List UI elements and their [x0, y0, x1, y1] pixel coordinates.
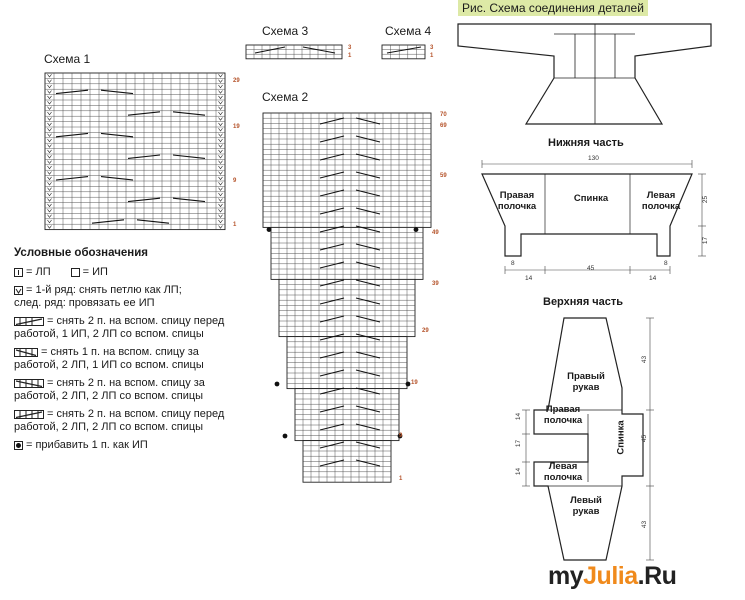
increase-symbol-icon — [14, 441, 23, 450]
lower-left-front-label: Левая полочка — [641, 190, 681, 212]
s2-row-69: 69 — [440, 123, 447, 129]
cable-2-icon — [14, 348, 38, 357]
scheme3-title: Схема 3 — [262, 24, 309, 38]
upper-dim-f: 14 — [515, 467, 523, 476]
legend-purl — [71, 266, 108, 279]
upper-part-title: Верхняя часть — [543, 296, 624, 308]
cable-4-icon — [14, 410, 44, 419]
s2-increase-dot — [267, 227, 272, 232]
figure-caption-text: Рис. Схема соединения деталей — [458, 0, 648, 16]
scheme2-chart — [262, 112, 438, 488]
lower-dim-top: 130 — [588, 155, 599, 162]
legend-cable-1-text: = снять 2 п. на вспом. спицу перед работой, 1 ИП, 2 ЛП со вспом. спицы — [14, 315, 225, 340]
assembled-garment-diagram — [455, 16, 717, 128]
s2-row-9: 9 — [399, 433, 403, 439]
lower-dim-h2: 17 — [702, 236, 710, 245]
upper-dim-e: 17 — [515, 439, 523, 448]
figure-caption — [458, 1, 648, 15]
s1-row-9: 9 — [233, 178, 237, 184]
legend-knit-text: = ЛП — [26, 266, 51, 278]
site-watermark — [548, 562, 676, 591]
s2-increase-dot — [406, 382, 411, 387]
s2-row-1: 1 — [399, 476, 403, 482]
legend-cable-3 — [14, 377, 234, 403]
legend-heading: Условные обозначения — [14, 247, 149, 259]
scheme2-title: Схема 2 — [262, 90, 309, 104]
legend-cable-3-text: = снять 2 п. на вспом. спицу за работой, 2 ЛП, 2 ЛП со вспом. спицы — [14, 377, 205, 402]
s2-row-39: 39 — [432, 281, 439, 287]
s1-row-1: 1 — [233, 222, 237, 228]
lower-dim-left-in: 8 — [511, 260, 515, 267]
lower-dim-mid: 45 — [587, 265, 595, 272]
lower-right-front-label: Правая полочка — [497, 190, 537, 212]
purl-symbol-icon — [71, 268, 80, 277]
lower-dim-right-bot: 14 — [649, 275, 657, 282]
legend-increase-text: = прибавить 1 п. как ИП — [26, 439, 148, 451]
s3-row-3: 3 — [348, 45, 352, 51]
upper-back-label: Спинка — [615, 420, 627, 455]
s3-row-1: 1 — [348, 53, 352, 59]
s2-sec2-frame — [279, 279, 415, 336]
s2-row-59: 59 — [440, 173, 447, 179]
scheme1-title: Схема 1 — [44, 52, 91, 66]
slip-symbol-icon — [14, 286, 23, 295]
legend-cable-4 — [14, 408, 234, 434]
s2-row-29: 29 — [422, 328, 429, 334]
upper-dim-d: 14 — [515, 412, 523, 421]
watermark-my: my — [548, 562, 584, 590]
lower-back-label: Спинка — [573, 193, 609, 204]
watermark-julia: Julia — [583, 562, 638, 590]
scheme4-title: Схема 4 — [385, 24, 432, 38]
scheme1-chart — [44, 72, 230, 232]
legend-cable-1 — [14, 315, 234, 341]
legend-slip-text-a: = 1-й ряд: снять петлю как ЛП; — [26, 284, 182, 296]
s2-increase-dot — [414, 227, 419, 232]
s1-row-29: 29 — [233, 78, 240, 84]
legend-cable-4-text: = снять 2 п. на вспом. спицу перед работой, 2 ЛП, 2 ЛП со вспом. спицы — [14, 408, 225, 433]
lower-part-title: Нижняя часть — [548, 137, 624, 149]
knit-symbol-icon — [14, 268, 23, 277]
s2-row-49: 49 — [432, 230, 439, 236]
legend — [14, 247, 234, 457]
s4-row-3: 3 — [430, 45, 434, 51]
s2-row-19: 19 — [411, 380, 418, 386]
scheme3-chart — [245, 44, 345, 60]
legend-slip-text-b: след. ряд: провязать ее ИП — [14, 297, 155, 309]
legend-cable-2 — [14, 346, 234, 372]
legend-increase — [14, 439, 234, 452]
scheme4-chart — [381, 44, 427, 60]
cable-3-icon — [14, 379, 44, 388]
legend-slip — [14, 284, 234, 310]
upper-dim-b: 45 — [641, 434, 649, 443]
legend-cable-2-text: = снять 1 п. на вспом. спицу за работой, 2 ЛП, 1 ИП со вспом. спицы — [14, 346, 204, 371]
upper-dim-a: 43 — [641, 355, 649, 364]
s2-increase-dot — [283, 434, 288, 439]
upper-right-sleeve-label: Правый рукав — [567, 371, 605, 393]
lower-dim-h1: 25 — [702, 195, 710, 204]
s2-increase-dot — [275, 382, 280, 387]
upper-right-front-label: Правая полочка — [543, 404, 583, 426]
legend-purl-text: = ИП — [82, 266, 108, 278]
upper-left-front-label: Левая полочка — [543, 461, 583, 483]
watermark-ru: .Ru — [637, 562, 677, 590]
legend-knit — [14, 266, 51, 279]
s4-row-1: 1 — [430, 53, 434, 59]
lower-dim-left-bot: 14 — [525, 275, 533, 282]
s2-row-70: 70 — [440, 112, 447, 118]
s1-row-19: 19 — [233, 124, 240, 130]
upper-dim-c: 43 — [641, 520, 649, 529]
lower-dim-right-in: 8 — [664, 260, 668, 267]
upper-left-sleeve-label: Левый рукав — [570, 495, 602, 517]
cable-1-icon — [14, 317, 44, 326]
